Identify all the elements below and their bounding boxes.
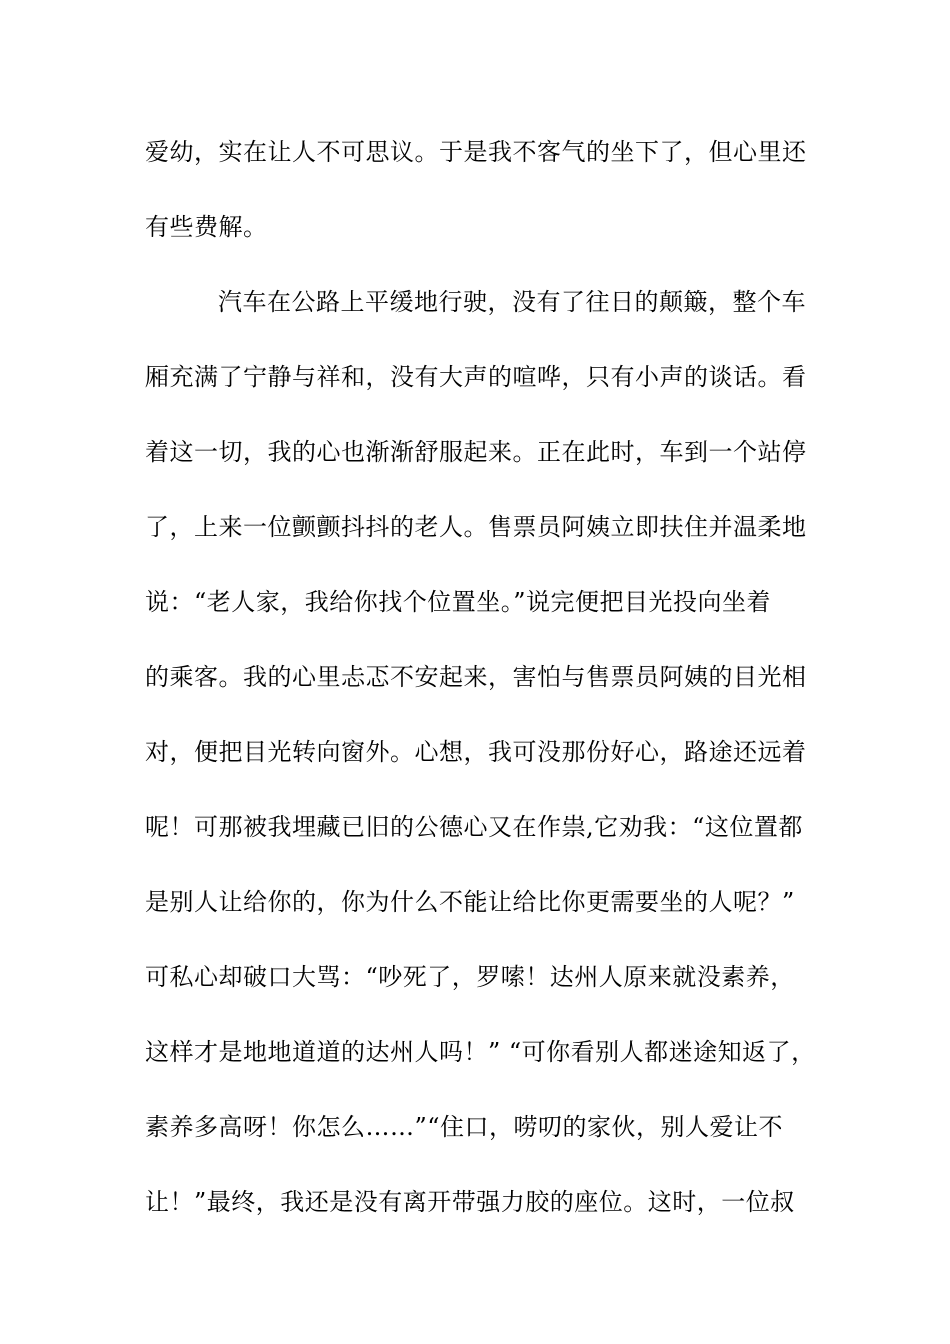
text-line: 对，便把目光转向窗外。心想，我可没那份好心，路途还远着 (145, 738, 807, 766)
text-line: 了，上来一位颤颤抖抖的老人。售票员阿姨立即扶住并温柔地 (145, 513, 807, 541)
text-line: 说：“老人家，我给你找个位置坐。”说完便把目光投向坐着 (145, 588, 772, 616)
text-line: 厢充满了宁静与祥和，没有大声的喧哗，只有小声的谈话。看 (145, 363, 807, 391)
text-line: 爱幼，实在让人不可思议。于是我不客气的坐下了，但心里还 (145, 138, 807, 166)
text-line: 这样才是地地道道的达州人吗！” “可你看别人都迷途知返了， (145, 1038, 816, 1066)
paragraph-first-line: 汽车在公路上平缓地行驶，没有了往日的颠簸，整个车 (218, 288, 806, 316)
text-line: 有些费解。 (145, 213, 268, 241)
text-line: 素养多高呀！你怎么……”“住口，唠叨的家伙，别人爱让不 (145, 1113, 784, 1141)
text-line: 让！”最终，我还是没有离开带强力胶的座位。这时，一位叔 (145, 1188, 795, 1216)
text-line: 可私心却破口大骂：“吵死了，罗嗦！达州人原来就没素养， (145, 963, 795, 991)
text-line: 的乘客。我的心里忐忑不安起来，害怕与售票员阿姨的目光相 (145, 663, 807, 691)
text-line: 呢！可那被我埋藏已旧的公德心又在作祟,它劝我：“这位置都 (145, 813, 803, 841)
text-line: 是别人让给你的，你为什么不能让给比你更需要坐的人呢？” (145, 888, 795, 916)
text-line: 着这一切，我的心也渐渐舒服起来。正在此时，车到一个站停 (145, 438, 807, 466)
